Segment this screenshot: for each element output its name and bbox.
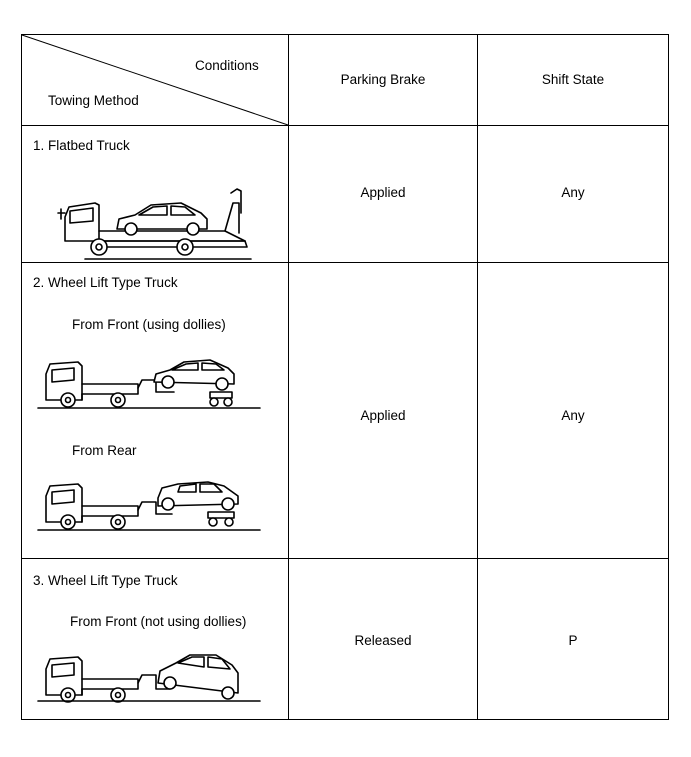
row1-shift-state: Any xyxy=(561,185,585,200)
row2-shift-state: Any xyxy=(561,408,585,423)
wheel-lift-front-no-dollies-illustration xyxy=(38,647,263,707)
row3-shift-state: P xyxy=(568,633,578,648)
row1-title: 1. Flatbed Truck xyxy=(33,138,130,153)
row1-parking-brake: Applied xyxy=(360,185,406,200)
flatbed-truck-illustration xyxy=(55,183,255,263)
row3-parking-brake: Released xyxy=(354,633,412,648)
row3-subtitle-front-no-dollies: From Front (not using dollies) xyxy=(70,614,247,629)
wheel-lift-rear-illustration xyxy=(38,474,263,534)
header-towing-method: Towing Method xyxy=(48,93,139,108)
row2-parking-brake: Applied xyxy=(360,408,406,423)
header-shift-state: Shift State xyxy=(541,72,605,87)
wheel-lift-front-dollies-illustration xyxy=(38,352,263,412)
row2-title: 2. Wheel Lift Type Truck xyxy=(33,275,178,290)
row2-subtitle-rear: From Rear xyxy=(72,443,137,458)
row3-title: 3. Wheel Lift Type Truck xyxy=(33,573,178,588)
row2-subtitle-front-dollies: From Front (using dollies) xyxy=(72,317,226,332)
header-parking-brake: Parking Brake xyxy=(340,72,426,87)
header-conditions: Conditions xyxy=(195,58,259,73)
